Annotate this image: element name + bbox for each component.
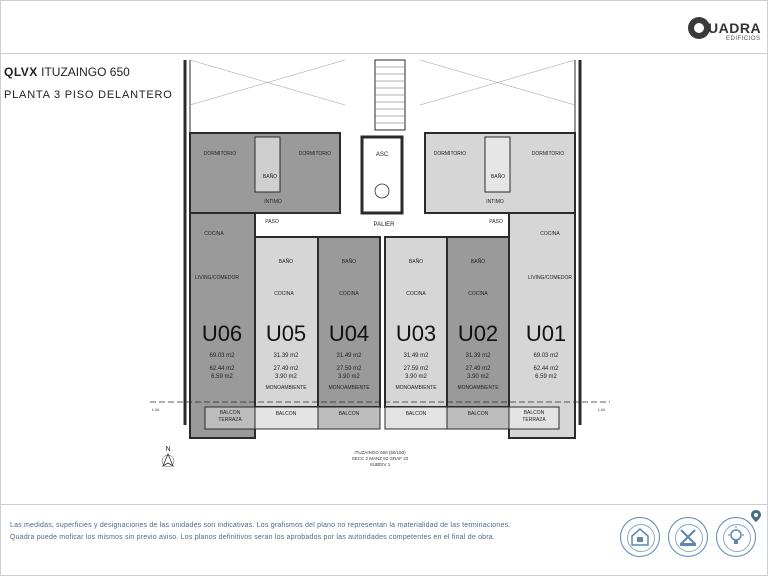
u01-room-5: PASO — [489, 219, 503, 225]
u02-covered: 27.49 m2 — [465, 366, 491, 372]
u05-balcony: BALCON — [275, 411, 297, 417]
u03-room-3: MONOAMBIENTE — [395, 385, 437, 391]
u01-room-1: DORMITORIO — [433, 151, 467, 157]
cadastral-line-2: SECC 2 MANZ 62 GRAF 22 — [351, 456, 409, 461]
u04-semi: 3.90 m2 — [338, 374, 360, 380]
house-lock-icon[interactable] — [620, 517, 660, 557]
u01-room-3: BAÑO — [490, 174, 506, 180]
disclaimer-line-1: Las medidas, superficies y designaciones de las unidades son indicativas. Los grafismos del plano no representan la materialidad de las terminaciones. — [10, 522, 511, 529]
floor-label: PLANTA 3 PISO DELANTERO — [4, 89, 173, 101]
u06-total: 69.03 m2 — [209, 353, 235, 359]
u04-room-1: BAÑO — [341, 259, 357, 265]
lightbulb-icon[interactable] — [716, 517, 756, 557]
disclaimer-line-2: Quadra puede moficar los mismos sin previo aviso. Los planos definitivos seran los aprobados por las autoridades competentes en el final de obra. — [10, 534, 496, 541]
stairs — [375, 60, 405, 130]
u06-code: U06 — [201, 321, 243, 346]
u02-total: 31.39 m2 — [465, 353, 491, 359]
footer-icons — [620, 517, 760, 562]
lm-left-label: L.M. — [152, 407, 160, 412]
u06-room-7: LIVING/COMEDOR — [195, 275, 239, 281]
u05-room-2: COCINA — [274, 291, 294, 297]
u02-code: U02 — [457, 321, 499, 346]
u03-balcony: BALCON — [405, 411, 427, 417]
u06-room-6: COCINA — [204, 231, 224, 237]
header-divider — [0, 53, 768, 54]
u04-room-2: COCINA — [339, 291, 359, 297]
u06-room-5: PASO — [265, 219, 279, 225]
quadra-q-icon — [688, 17, 710, 39]
u01-room-2: DORMITORIO — [531, 151, 565, 157]
u02-balcony: BALCON — [467, 411, 489, 417]
u01-code: U01 — [525, 321, 567, 346]
u05-code: U05 — [265, 321, 307, 346]
floor-plan — [130, 55, 630, 495]
u01-bath — [485, 137, 510, 192]
quadra-logo — [688, 17, 762, 47]
footer-divider — [0, 504, 768, 505]
u06-covered: 62.44 m2 — [209, 366, 235, 372]
u04-room-3: MONOAMBIENTE — [328, 385, 370, 391]
u02-room-3: MONOAMBIENTE — [457, 385, 499, 391]
u01-balcony: BALCON — [523, 410, 545, 416]
tools-icon[interactable] — [668, 517, 708, 557]
u02-room-2: COCINA — [468, 291, 488, 297]
project-name: ITUZAINGO 650 — [41, 65, 130, 79]
u05-room-3: MONOAMBIENTE — [265, 385, 307, 391]
north-arrow — [162, 446, 174, 467]
u06-room-4: INTIMO — [264, 199, 282, 205]
u05-semi: 3.90 m2 — [275, 374, 297, 380]
u03-room-1: BAÑO — [408, 259, 424, 265]
u03-code: U03 — [395, 321, 437, 346]
u01-room-7: LIVING/COMEDOR — [528, 275, 572, 281]
project-logo-text: QLVX — [4, 65, 38, 79]
u04-balcony: BALCON — [338, 411, 360, 417]
u01-terrace: TERRAZA — [522, 417, 546, 423]
lm-right-label: L.M. — [598, 407, 606, 412]
u05-room-1: BAÑO — [278, 259, 294, 265]
u06-terrace: TERRAZA — [218, 417, 242, 423]
u01-room-4: INTIMO — [486, 199, 504, 205]
hall-label: PALIER — [373, 222, 395, 228]
elevator-label: ASC — [375, 152, 389, 158]
north-label: N — [165, 446, 171, 453]
cadastral-line-1: ITUZAINGO 650 (50/150) — [354, 450, 406, 455]
u05-covered: 27.49 m2 — [273, 366, 299, 372]
u05-total: 31.39 m2 — [273, 353, 299, 359]
u06-balcony: BALCON — [219, 410, 241, 416]
u01-semi: 6.59 m2 — [535, 374, 557, 380]
u04-total: 31.49 m2 — [336, 353, 362, 359]
brand-name: UADRA — [708, 20, 762, 36]
u06-room-3: BAÑO — [262, 174, 278, 180]
u06-room-2: DORMITORIO — [298, 151, 332, 157]
u03-total: 31.49 m2 — [403, 353, 429, 359]
north-arrow-icon — [163, 454, 173, 466]
u04-covered: 27.59 m2 — [336, 366, 362, 372]
project-title — [4, 65, 130, 79]
u03-covered: 27.59 m2 — [403, 366, 429, 372]
u01-covered: 62.44 m2 — [533, 366, 559, 372]
u02-semi: 3.90 m2 — [467, 374, 489, 380]
brand-tagline: EDIFICIOS — [726, 36, 761, 42]
elevator-core — [362, 137, 402, 213]
u03-semi: 3.90 m2 — [405, 374, 427, 380]
disclaimer — [10, 520, 570, 544]
u06-semi: 6.59 m2 — [211, 374, 233, 380]
u04-code: U04 — [328, 321, 370, 346]
u01-room-6: COCINA — [540, 231, 560, 237]
u06-room-1: DORMITORIO — [203, 151, 237, 157]
u02-room-1: BAÑO — [470, 259, 486, 265]
u03-room-2: COCINA — [406, 291, 426, 297]
cadastral-line-3: SUBDIV 1 — [369, 462, 391, 467]
u06-bath — [255, 137, 280, 192]
u01-total: 69.03 m2 — [533, 353, 559, 359]
